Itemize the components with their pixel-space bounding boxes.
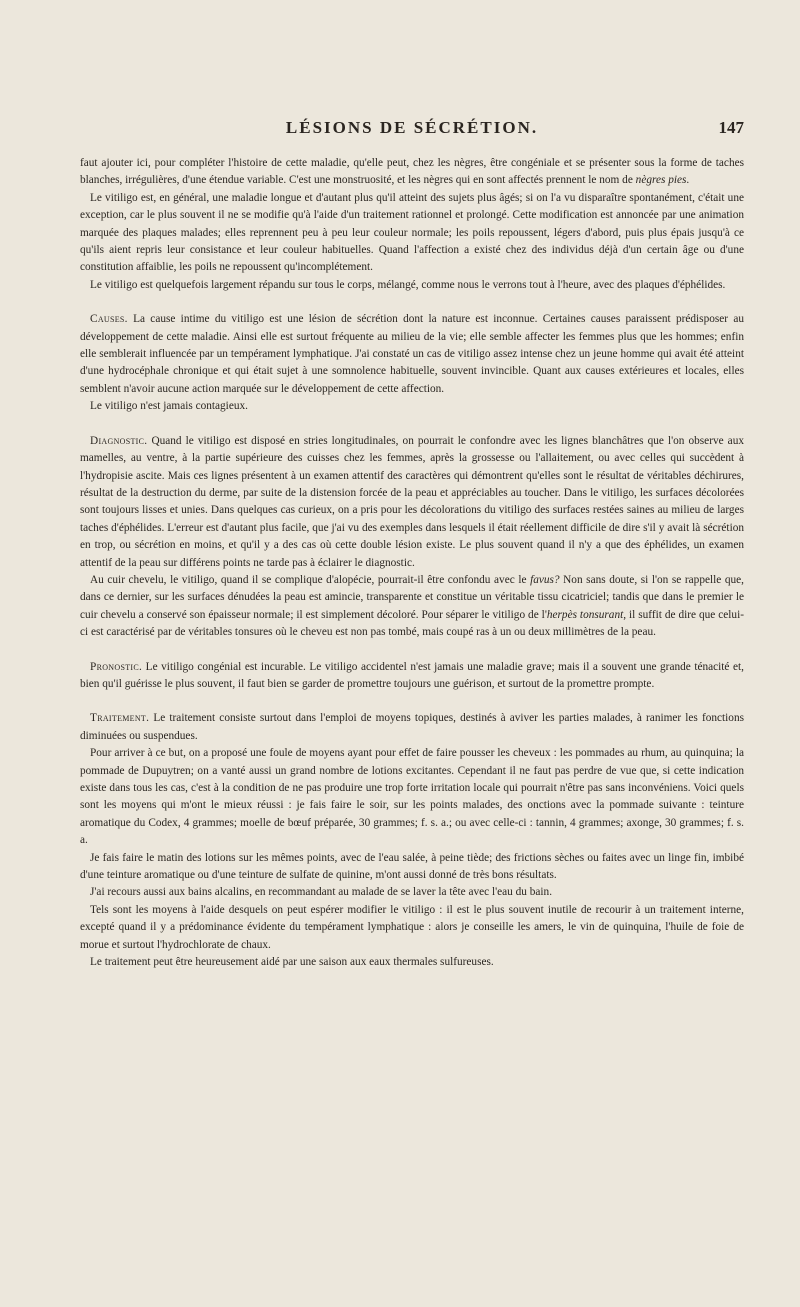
page-header	[80, 118, 744, 142]
text-run: Le traitement consiste surtout dans l'emploi de moyens topiques, destinés à aviver les parties malades, à ranimer les fonctions diminuées ou suspendues.	[80, 712, 744, 742]
causes-heading: Causes.	[90, 313, 128, 326]
traitement-paragraph-3: Je fais faire le matin des lotions sur les mêmes points, avec de l'eau salée, à peine tiède; des frictions sèches ou faites avec un linge fin, imbibé d'une teinture aromatique ou d'une teinture de sulfate de quinine, m'ont aussi donné de très bons résultats.	[80, 851, 744, 882]
pronostic-paragraph-1	[80, 659, 744, 694]
pronostic-heading: Pronostic.	[90, 660, 143, 673]
text-run: Le vitiligo congénial est incurable. Le vitiligo accidentel n'est jamais une maladie grave; mais il a souvent une grande ténacité et, bien qu'il guérisse le plus souvent, il faut bien se garder de promettre toujours une guérison, et surtout de la promettre prompte.	[80, 660, 744, 690]
traitement-paragraph-1	[80, 710, 744, 745]
emphasis-negres-pies: nègres pies	[635, 174, 687, 187]
causes-paragraph-2: Le vitiligo n'est jamais contagieux.	[90, 400, 248, 413]
page-number: 147	[718, 118, 744, 137]
text-run: , il suffit de dire que celui-ci est caractérisé par de véritables tonsures où le cheveu est non pas tombé, mais coupé ras à un ou deux millimètres de la peau.	[80, 608, 744, 639]
page-body	[80, 155, 744, 971]
traitement-heading: Traitement.	[90, 712, 150, 725]
diagnostic-heading: Diagnostic.	[90, 434, 148, 447]
text-run: .	[686, 174, 690, 187]
intro-paragraph-1	[80, 155, 744, 190]
diagnostic-paragraph-2	[80, 572, 744, 642]
causes-paragraph-1	[80, 311, 744, 398]
traitement-paragraph-6: Le traitement peut être heureusement aidé par une saison aux eaux thermales sulfureuses.	[90, 956, 494, 969]
text-run: faut ajouter ici, pour compléter l'histoire de cette maladie, qu'elle peut, chez les nègres, être congéniale et se présenter sous la forme de taches blanches, irrégulières, d'une étendue variable. C'est une monstruosité, et les nègres qui en sont affectés prennent le nom de	[80, 157, 744, 187]
text-run: Au cuir chevelu, le vitiligo, quand il se complique d'alopécie, pourrait-il être confondu avec le	[90, 573, 531, 586]
emphasis-herpes-tonsurant: herpès tonsurant	[546, 608, 624, 621]
text-run: Non sans doute, si l'on se rappelle que, dans ce dernier, sur les surfaces dénudées la peau est amincie, transparente et constitue un véritable tissu cicatriciel; tandis que dans le premier le cuir chevelu a conservé son épaisseur normale; il est simplement décoloré. Pour séparer le vitiligo de l'	[80, 573, 744, 621]
traitement-paragraph-5: Tels sont les moyens à l'aide desquels on peut espérer modifier le vitiligo : il est le plus souvent inutile de recourir à un traitement interne, excepté quand il y a prédominance évidente du tempérament lymphatique : alors je conseille les amers, le vin de quinquina, l'huile de foie de morue et surtout l'hydrochlorate de chaux.	[80, 903, 744, 951]
running-title: LÉSIONS DE SÉCRÉTION.	[285, 118, 539, 137]
traitement-paragraph-2: Pour arriver à ce but, on a proposé une foule de moyens ayant pour effet de faire pousser les cheveux : les pommades au rhum, au quinquina; la pommade de Dupuytren; on a vanté aussi un grand nombre de lotions excitantes. Cependant il ne faut pas perdre de vue que, si cette indication existe dans tous les cas, c'est à la condition de ne pas produire une trop forte irritation locale qui pourrait n'être pas sans inconvéniens. Voici quels sont les moyens qui m'ont le mieux réussi : je fais faire le soir, sur les points malades, des onctions avec la pommade suivante : teinture aromatique du Codex, 4 grammes; moelle de bœuf préparée, 30 grammes; f. s. a.; ou avec celle-ci : tannin, 4 grammes; axonge, 30 grammes; f. s. a.	[80, 747, 744, 847]
emphasis-favus: favus?	[530, 573, 560, 586]
diagnostic-paragraph-1	[80, 433, 744, 572]
text-run: La cause intime du vitiligo est une lésion de sécrétion dont la nature est inconnue. Certaines causes paraissent prédisposer au développement de cette maladie. Ainsi elle est surtout fréquente au milieu de la vie; elle semble affecter les femmes plus que les hommes; enfin elle semblerait influencée par un tempérament lymphatique. J'ai constaté un cas de vitiligo assez intense chez un jeune homme qui avait été atteint d'une hydrocéphale chronique et qui était sujet à une somnolence habituelle, souvent invincible. Quant aux causes extérieures et locales, elles semblent n'avoir aucune action marquée sur le développement de cette affection.	[80, 313, 744, 395]
traitement-paragraph-4: J'ai recours aussi aux bains alcalins, en recommandant au malade de se laver la tête avec l'eau du bain.	[90, 886, 553, 899]
intro-paragraph-2: Le vitiligo est, en général, une maladie longue et d'autant plus qu'il atteint des sujets plus âgés; si on l'a vu disparaître spontanément, c'était une exception, car le plus souvent il ne se modifie qu'à l'aide d'un traitement rationnel et prolongé. Cette modification est annoncée par une animation marquée des plaques malades; elles reprennent peu à peu leur couleur normale; les poils repoussent, légers d'abord, puis plus épais jusqu'à ce qu'ils aient repris leur consistance et leur couleur habituelles. Quand l'affection a existé chez des individus déjà d'un certain âge ou d'une constitution affaiblie, les poils ne repoussent qu'incomplétement.	[80, 191, 744, 274]
intro-paragraph-3: Le vitiligo est quelquefois largement répandu sur tous le corps, mélangé, comme nous le verrons tout à l'heure, avec des plaques d'éphélides.	[90, 278, 726, 291]
text-run: Quand le vitiligo est disposé en stries longitudinales, on pourrait le confondre avec les lignes blanchâtres que l'on observe aux mamelles, au ventre, à la partie supérieure des cuisses chez les femmes, après la grossesse ou l'allaitement, ou avec celles qui succèdent à l'hydropisie ascite. Mais ces lignes présentent à un examen attentif des caractères qui démontrent qu'elles sont le résultat de véritables déchirures, résultat de la destruction du derme, par suite de la distension forcée de la peau et appréciables au toucher. Dans le vitiligo, les surfaces décolorées sont toujours lisses et unies. Dans quelques cas curieux, on a pris pour les décolorations du vitiligo des surfaces restées saines au milieu de larges taches d'éphélides. L'erreur est d'autant plus facile, que j'ai vu des exemples dans lesquels il était réellement difficile de dire s'il y avait là sécrétion en trop, ou sécrétion en moins, et qu'il y a des cas où cette double lésion existe. Le plus souvent quand il n'y a que des éphélides, un examen attentif de la peau sur différens points ne tarde pas à éclairer le diagnostic.	[80, 434, 744, 569]
